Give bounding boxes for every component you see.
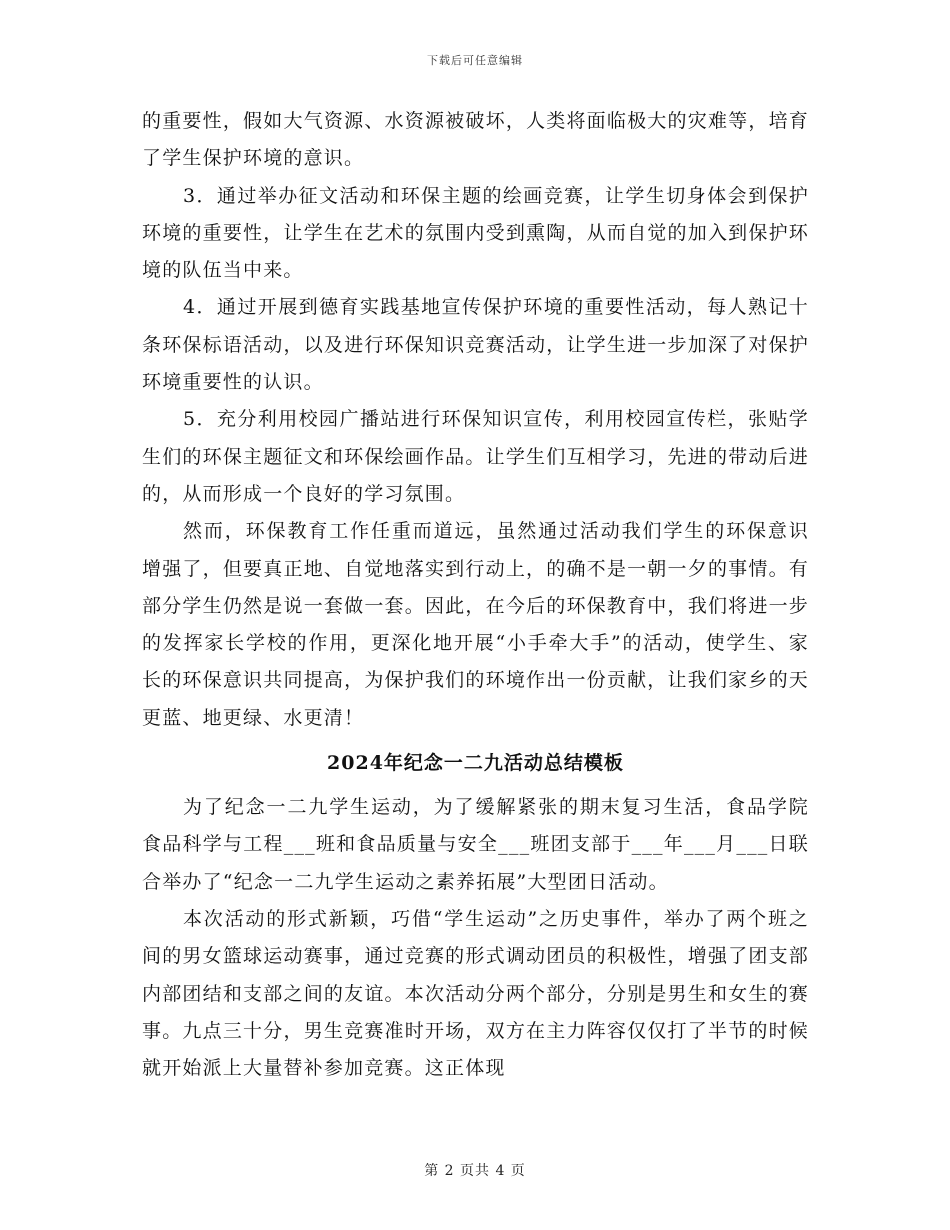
section-title: 2024年纪念一二九活动总结模板	[327, 752, 624, 775]
page-footer-note: 第 2 页共 4 页	[424, 1163, 526, 1179]
paragraph-before-4: 5．充分利用校园广播站进行环保知识宣传，利用校园宣传栏，张贴学生们的环保主题征文和环保绘画作品。让学生们互相学习，先进的带动后进的，从而形成一个良好的学习氛围。	[142, 408, 809, 505]
paragraph-after-2: 本次活动的形式新颖，巧借“学生运动”之历史事件，举办了两个班之间的男女篮球运动赛事，通过竞赛的形式调动团员的积极性，增强了团支部内部团结和支部之间的友谊。本次活动分两个部分，分别是男生和女生的赛事。九点三十分，男生竞赛准时开场，双方在主力阵容仅仅打了半节的时候就开始派上大量替补参加竞赛。这正体现	[142, 907, 809, 1080]
paragraph-after-1: 为了纪念一二九学生运动，为了缓解紧张的期末复习生活，食品学院食品科学与工程___班和食品质量与安全___班团支部于___年___月___日联合举办了“纪念一二九学生运动之素养拓展”大型团日活动。	[142, 796, 809, 893]
paragraph-before-1: 的重要性，假如大气资源、水资源被破坏，人类将面临极大的灾难等，培育了学生保护环境的意识。	[142, 110, 809, 170]
paragraph-before-3: 4．通过开展到德育实践基地宣传保护环境的重要性活动，每人熟记十条环保标语活动，以及进行环保知识竞赛活动，让学生进一步加深了对保护环境重要性的认识。	[142, 296, 809, 394]
document-body	[142, 103, 809, 1087]
paragraph-before-5: 然而，环保教育工作任重而道远，虽然通过活动我们学生的环保意识增强了，但要真正地、自觉地落实到行动上，的确不是一朝一夕的事情。有部分学生仍然是说一套做一套。因此，在今后的环保教育中，我们将进一步的发挥家长学校的作用，更深化地开展“小手牵大手”的活动，使学生、家长的环保意识共同提高，为保护我们的环境作出一份贡献，让我们家乡的天更蓝、地更绿、水更清！	[142, 520, 809, 729]
paragraph-before-2: 3．通过举办征文活动和环保主题的绘画竞赛，让学生切身体会到保护环境的重要性，让学生在艺术的氛围内受到熏陶，从而自觉的加入到保护环境的队伍当中来。	[142, 184, 809, 282]
page-header-note: 下载后可任意编辑	[427, 54, 523, 67]
